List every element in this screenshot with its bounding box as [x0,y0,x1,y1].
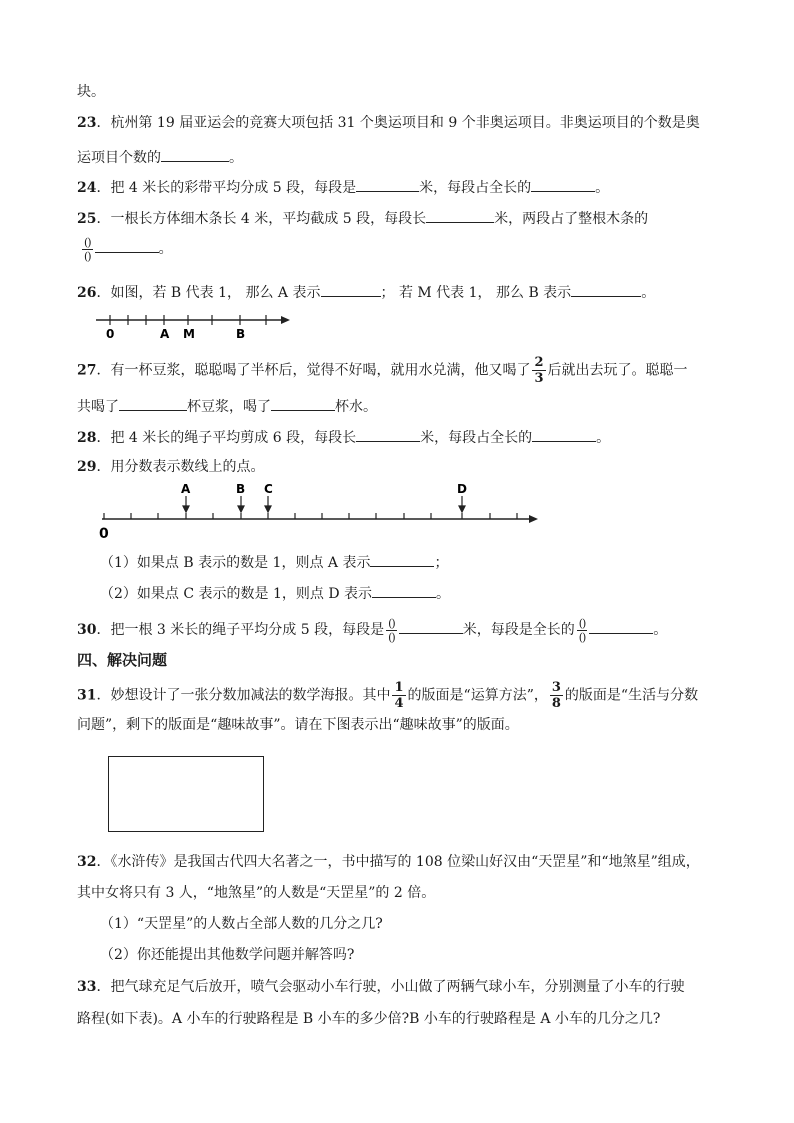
poster-rectangle[interactable] [108,756,264,832]
label-0: 0 [106,327,115,341]
answer-blank[interactable] [119,394,187,411]
q23-line2: 运项目个数的 。 [77,145,243,168]
q22-tail: 块。 [77,84,105,100]
label-b: B [236,482,246,496]
q30: 30．把一根 3 米长的绳子平均分成 5 段，每段是 $\frac{()}{()}$ 米，每段是全长的 $\frac{()}{()}$ 。 [77,616,668,644]
section-heading: 四、解决问题 [77,651,168,669]
ticks [104,513,517,519]
label-m: M [183,327,195,341]
number-line-q26 [0,310,320,342]
label-b: B [236,327,246,341]
answer-blank[interactable] [321,280,381,297]
answer-blank[interactable] [531,175,595,192]
answer-blank[interactable] [356,175,419,192]
q29-title: 29．用分数表示数线上的点。 [77,459,265,475]
answer-blank[interactable] [532,425,596,442]
q32-sub1: （1）“天罡星”的人数占全部人数的几分之几? [100,916,383,932]
q25-line2: $\frac{()}{()}$ 。 [84,235,173,263]
q32-sub2: （2）你还能提出其他数学问题并解答吗? [100,947,355,963]
answer-blank[interactable] [271,394,335,411]
label-a: A [160,327,170,341]
q23-line1: 23．杭州第 19 届亚运会的竞赛大项包括 31 个奥运项目和 9 个非奥运项目。非奥运项目的个数是奥 [77,115,700,131]
q31-line1: 31．妙想设计了一张分数加减法的数学海报。其中 $\frac{1}{4}$ 的版面是“运算方法”， $\frac{3}{8}$ 的版面是“生活与分数 [77,680,699,711]
answer-blank[interactable] [589,617,653,634]
label-c: C [264,482,273,496]
fraction: $\frac{()}{()}$ [388,616,395,644]
point-arrows [183,496,465,512]
answer-blank[interactable] [161,145,229,162]
q26: 26．如图，若 B 代表 1， 那么 A 表示 ； 若 M 代表 1， 那么 B 表示 。 [77,280,655,303]
answer-blank[interactable] [95,236,159,253]
fraction-two-thirds: $\frac{2}{3}$ [534,355,544,386]
answer-blank[interactable] [372,581,436,598]
q32-line1: 32．《水浒传》是我国古代四大名著之一，书中描写的 108 位梁山好汉由“天罡星”和“地煞星”组成， [77,854,700,870]
q29-sub1: （1）如果点 B 表示的数是 1，则点 A 表示 ； [100,550,448,573]
answer-blank[interactable] [370,550,434,567]
q32-line2: 其中女将只有 3 人，“地煞星”的人数是“天罡星”的 2 倍。 [77,885,436,901]
label-a: A [181,482,191,496]
q33-line1: 33．把气球充足气后放开，喷气会驱动小车行驶，小山做了两辆气球小车，分别测量了小车的行驶 [77,979,685,995]
fraction-one-quarter: $\frac{1}{4}$ [394,680,404,711]
q25-line1: 25．一根长方体细木条长 4 米，平均截成 5 段，每段长 米，两段占了整根木条的 [77,206,648,229]
fraction: $\frac{()}{()}$ [578,616,586,644]
answer-blank[interactable] [426,206,494,223]
q33-line2: 路程(如下表)。A 小车的行驶路程是 B 小车的多少倍?B 小车的行驶路程是 A 小车的几分之几? [77,1011,661,1027]
answer-blank[interactable] [356,425,420,442]
q27-line2: 共喝了 杯豆浆，喝了 杯水。 [77,394,377,417]
fraction-three-eighths: $\frac{3}{8}$ [551,680,561,711]
fraction: $\frac{()}{()}$ [84,235,91,263]
q31-line2: 问题”，剩下的版面是“趣味故事”。请在下图表示出“趣味故事”的版面。 [77,717,519,733]
answer-blank[interactable] [399,617,463,634]
number-line-q29 [0,478,560,540]
q29-sub2: （2）如果点 C 表示的数是 1，则点 D 表示 。 [100,581,450,604]
label-0: 0 [99,526,109,540]
q24: 24．把 4 米长的彩带平均分成 5 段，每段是 米，每段占全长的 。 [77,175,609,198]
q27-line1: 27．有一杯豆浆，聪聪喝了半杯后，觉得不好喝，就用水兑满，他又喝了 $\frac{2}{3}$ 后就出去玩了。聪聪一 [77,355,688,386]
label-d: D [457,482,467,496]
q28: 28．把 4 米长的绳子平均剪成 6 段，每段长 米，每段占全长的 。 [77,425,610,448]
answer-blank[interactable] [571,280,641,297]
